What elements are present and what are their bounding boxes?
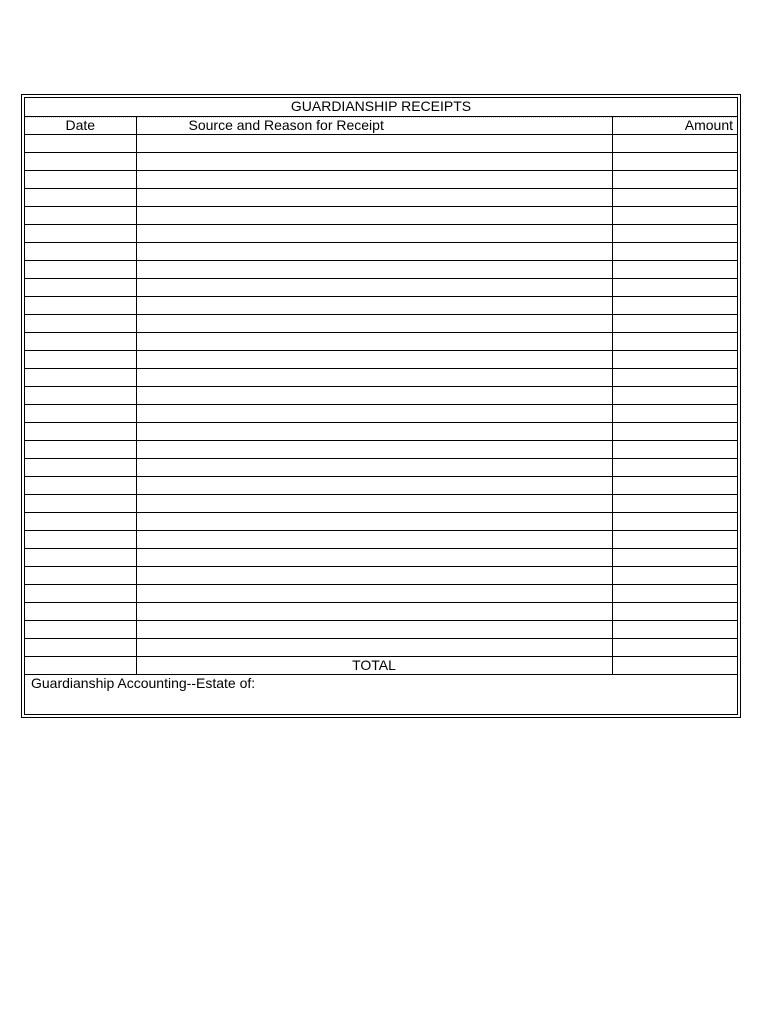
date-entry-cell[interactable] <box>25 584 136 602</box>
date-entry-cell[interactable] <box>25 638 136 656</box>
receipt-entry-row <box>25 638 737 656</box>
source-column-header: Source and Reason for Receipt <box>136 116 612 134</box>
amount-entry-cell[interactable] <box>612 368 737 386</box>
source-entry-cell[interactable] <box>136 404 612 422</box>
column-header-row <box>25 116 737 134</box>
amount-entry-cell[interactable] <box>612 494 737 512</box>
receipt-entry-row <box>25 368 737 386</box>
receipt-entry-row <box>25 620 737 638</box>
amount-entry-cell[interactable] <box>612 278 737 296</box>
source-entry-cell[interactable] <box>136 386 612 404</box>
source-entry-cell[interactable] <box>136 260 612 278</box>
form-title: GUARDIANSHIP RECEIPTS <box>25 98 737 116</box>
estate-of-label: Guardianship Accounting--Estate of: <box>25 674 737 692</box>
source-entry-cell[interactable] <box>136 350 612 368</box>
amount-entry-cell[interactable] <box>612 332 737 350</box>
receipt-entry-row <box>25 278 737 296</box>
date-column-header: Date <box>25 116 136 134</box>
date-entry-cell[interactable] <box>25 368 136 386</box>
date-entry-cell[interactable] <box>25 152 136 170</box>
receipt-entry-row <box>25 422 737 440</box>
amount-entry-cell[interactable] <box>612 584 737 602</box>
amount-entry-cell[interactable] <box>612 404 737 422</box>
source-entry-cell[interactable] <box>136 422 612 440</box>
amount-entry-cell[interactable] <box>612 638 737 656</box>
date-entry-cell[interactable] <box>25 386 136 404</box>
amount-entry-cell[interactable] <box>612 458 737 476</box>
date-entry-cell[interactable] <box>25 602 136 620</box>
amount-entry-cell[interactable] <box>612 530 737 548</box>
date-entry-cell[interactable] <box>25 494 136 512</box>
date-entry-cell[interactable] <box>25 458 136 476</box>
date-entry-cell[interactable] <box>25 332 136 350</box>
title-row <box>25 98 737 116</box>
source-entry-cell[interactable] <box>136 242 612 260</box>
date-entry-cell[interactable] <box>25 170 136 188</box>
receipt-entry-row <box>25 584 737 602</box>
receipt-entry-row <box>25 530 737 548</box>
date-entry-cell[interactable] <box>25 350 136 368</box>
source-entry-cell[interactable] <box>136 620 612 638</box>
amount-entry-cell[interactable] <box>612 440 737 458</box>
source-entry-cell[interactable] <box>136 476 612 494</box>
source-entry-cell[interactable] <box>136 278 612 296</box>
receipt-entry-row <box>25 512 737 530</box>
source-entry-cell[interactable] <box>136 548 612 566</box>
date-entry-cell[interactable] <box>25 188 136 206</box>
amount-entry-cell[interactable] <box>612 260 737 278</box>
amount-entry-cell[interactable] <box>612 512 737 530</box>
total-date-cell <box>25 656 136 674</box>
source-entry-cell[interactable] <box>136 332 612 350</box>
receipt-entry-row <box>25 206 737 224</box>
receipts-form <box>24 97 738 715</box>
estate-row <box>25 674 737 692</box>
amount-entry-cell[interactable] <box>612 476 737 494</box>
source-entry-cell[interactable] <box>136 512 612 530</box>
date-entry-cell[interactable] <box>25 422 136 440</box>
amount-column-header: Amount <box>612 116 737 134</box>
amount-entry-cell[interactable] <box>612 224 737 242</box>
date-entry-cell[interactable] <box>25 404 136 422</box>
date-entry-cell[interactable] <box>25 134 136 152</box>
receipt-entry-row <box>25 332 737 350</box>
amount-entry-cell[interactable] <box>612 350 737 368</box>
date-entry-cell[interactable] <box>25 224 136 242</box>
amount-entry-cell[interactable] <box>612 188 737 206</box>
total-label: TOTAL <box>136 656 612 674</box>
receipt-entry-row <box>25 350 737 368</box>
date-entry-cell[interactable] <box>25 314 136 332</box>
total-row <box>25 656 737 674</box>
date-entry-cell[interactable] <box>25 206 136 224</box>
source-entry-cell[interactable] <box>136 566 612 584</box>
receipt-entry-row <box>25 602 737 620</box>
receipt-entry-row <box>25 404 737 422</box>
receipt-entry-row <box>25 260 737 278</box>
date-entry-cell[interactable] <box>25 476 136 494</box>
amount-entry-cell[interactable] <box>612 242 737 260</box>
date-entry-cell[interactable] <box>25 512 136 530</box>
source-entry-cell[interactable] <box>136 584 612 602</box>
source-entry-cell[interactable] <box>136 224 612 242</box>
receipt-entry-row <box>25 458 737 476</box>
amount-entry-cell[interactable] <box>612 314 737 332</box>
date-entry-cell[interactable] <box>25 548 136 566</box>
amount-entry-cell[interactable] <box>612 422 737 440</box>
total-amount-cell[interactable] <box>612 656 737 674</box>
amount-entry-cell[interactable] <box>612 152 737 170</box>
date-entry-cell[interactable] <box>25 260 136 278</box>
source-entry-cell[interactable] <box>136 638 612 656</box>
receipt-entry-row <box>25 476 737 494</box>
source-entry-cell[interactable] <box>136 188 612 206</box>
date-entry-cell[interactable] <box>25 242 136 260</box>
source-entry-cell[interactable] <box>136 440 612 458</box>
source-entry-cell[interactable] <box>136 296 612 314</box>
receipt-entry-row <box>25 296 737 314</box>
receipts-table <box>25 98 737 692</box>
date-entry-cell[interactable] <box>25 440 136 458</box>
amount-entry-cell[interactable] <box>612 134 737 152</box>
source-entry-cell[interactable] <box>136 458 612 476</box>
receipt-entry-row <box>25 152 737 170</box>
source-entry-cell[interactable] <box>136 206 612 224</box>
receipt-entry-row <box>25 386 737 404</box>
source-entry-cell[interactable] <box>136 134 612 152</box>
receipt-entry-row <box>25 440 737 458</box>
amount-entry-cell[interactable] <box>612 206 737 224</box>
receipt-entry-row <box>25 170 737 188</box>
receipt-entry-row <box>25 242 737 260</box>
amount-entry-cell[interactable] <box>612 296 737 314</box>
amount-entry-cell[interactable] <box>612 548 737 566</box>
receipt-entry-row <box>25 134 737 152</box>
receipt-entry-row <box>25 548 737 566</box>
amount-entry-cell[interactable] <box>612 386 737 404</box>
source-entry-cell[interactable] <box>136 314 612 332</box>
source-entry-cell[interactable] <box>136 494 612 512</box>
date-entry-cell[interactable] <box>25 566 136 584</box>
receipt-entry-row <box>25 188 737 206</box>
source-entry-cell[interactable] <box>136 170 612 188</box>
amount-entry-cell[interactable] <box>612 170 737 188</box>
receipt-entry-row <box>25 314 737 332</box>
source-entry-cell[interactable] <box>136 530 612 548</box>
receipts-form-frame <box>21 94 741 718</box>
source-entry-cell[interactable] <box>136 602 612 620</box>
receipt-entry-row <box>25 494 737 512</box>
date-entry-cell[interactable] <box>25 620 136 638</box>
source-entry-cell[interactable] <box>136 368 612 386</box>
receipt-entry-row <box>25 224 737 242</box>
date-entry-cell[interactable] <box>25 296 136 314</box>
source-entry-cell[interactable] <box>136 152 612 170</box>
amount-entry-cell[interactable] <box>612 620 737 638</box>
amount-entry-cell[interactable] <box>612 566 737 584</box>
date-entry-cell[interactable] <box>25 278 136 296</box>
receipt-entry-row <box>25 566 737 584</box>
amount-entry-cell[interactable] <box>612 602 737 620</box>
date-entry-cell[interactable] <box>25 530 136 548</box>
